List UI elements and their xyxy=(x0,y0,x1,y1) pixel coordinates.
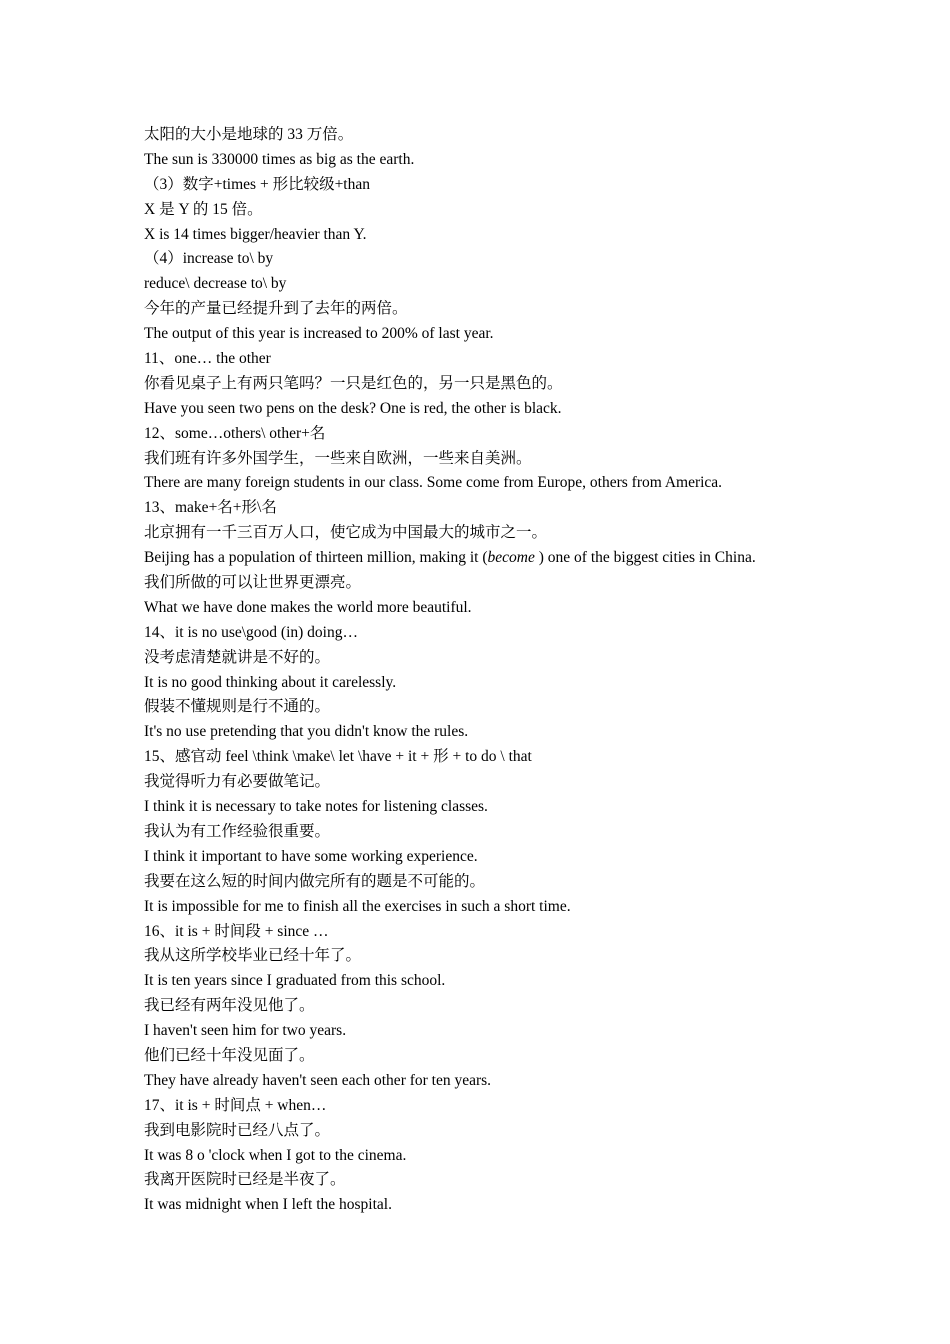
text-line: （3）数字+times + 形比较级+than xyxy=(144,175,370,193)
section-heading: 15、感官动 feel \think \make\ let \have + it + 形 + to do \ that xyxy=(144,748,532,766)
italic-word: become xyxy=(487,549,535,567)
text-line: reduce\ decrease to\ by xyxy=(144,275,287,293)
text-line: （4）increase to\ by xyxy=(144,250,274,268)
text-line: There are many foreign students in our class. Some come from Europe, others from America. xyxy=(144,474,723,492)
text-line: I think it is necessary to take notes for listening classes. xyxy=(144,798,488,816)
text-line: 没考虑清楚就讲是不好的。 xyxy=(144,648,331,666)
text-line: It is ten years since I graduated from this school. xyxy=(144,972,446,990)
text-line: 我们所做的可以让世界更漂亮。 xyxy=(144,574,362,592)
section-heading: 17、it is + 时间点 + when… xyxy=(144,1096,327,1114)
text-line: 假装不懂规则是行不通的。 xyxy=(144,698,331,716)
text-line: 我已经有两年没见他了。 xyxy=(144,997,315,1015)
text-line: 今年的产量已经提升到了去年的两倍。 xyxy=(144,300,408,318)
text-line: 我认为有工作经验很重要。 xyxy=(144,822,331,840)
section-heading: 13、make+名+形\名 xyxy=(144,499,277,517)
text-line: It was midnight when I left the hospital. xyxy=(144,1196,392,1214)
text-line: It was 8 o 'clock when I got to the cinema. xyxy=(144,1146,407,1164)
text-line: 他们已经十年没见面了。 xyxy=(144,1046,315,1064)
text-line: 你看见桌子上有两只笔吗？一只是红色的，另一只是黑色的。 xyxy=(144,374,563,392)
text-line: 我要在这么短的时间内做完所有的题是不可能的。 xyxy=(144,872,486,890)
text-segment: Beijing has a population of thirteen million, making it ( xyxy=(144,549,488,567)
text-line: It is no good thinking about it carelessly. xyxy=(144,673,397,691)
text-line: X 是 Y 的 15 倍。 xyxy=(144,200,263,218)
text-line: They have already haven't seen each other for ten years. xyxy=(144,1071,492,1089)
text-line: It is impossible for me to finish all the exercises in such a short time. xyxy=(144,897,571,915)
document-body xyxy=(144,123,844,1218)
text-line: I haven't seen him for two years. xyxy=(144,1022,347,1040)
text-line: X is 14 times bigger/heavier than Y. xyxy=(144,225,367,243)
section-heading: 12、some…others\ other+名 xyxy=(144,424,326,442)
text-line: Have you seen two pens on the desk? One is red, the other is black. xyxy=(144,399,562,417)
text-line: 北京拥有一千三百万人口，使它成为中国最大的城市之一。 xyxy=(144,524,548,542)
section-heading: 11、one… the other xyxy=(144,350,271,368)
text-line: 我到电影院时已经八点了。 xyxy=(144,1121,331,1139)
text-line: 我离开医院时已经是半夜了。 xyxy=(144,1171,346,1189)
text-line: 我从这所学校毕业已经十年了。 xyxy=(144,947,362,965)
text-line: 我觉得听力有必要做笔记。 xyxy=(144,773,331,791)
text-line: 太阳的大小是地球的 33 万倍。 xyxy=(144,126,354,143)
section-heading: 16、it is + 时间段 + since … xyxy=(144,922,329,940)
text-line: 我们班有许多外国学生，一些来自欧洲，一些来自美洲。 xyxy=(144,449,532,467)
text-line: The output of this year is increased to 200% of last year. xyxy=(144,325,494,343)
text-line: What we have done makes the world more beautiful. xyxy=(144,598,472,616)
text-line-mixed xyxy=(144,546,844,571)
section-heading: 14、it is no use\good (in) doing… xyxy=(144,623,358,641)
text-line: It's no use pretending that you didn't know the rules. xyxy=(144,723,469,741)
text-line: The sun is 330000 times as big as the earth. xyxy=(144,150,415,168)
text-line: I think it important to have some working experience. xyxy=(144,847,478,865)
text-segment: ) one of the biggest cities in China. xyxy=(534,549,756,567)
